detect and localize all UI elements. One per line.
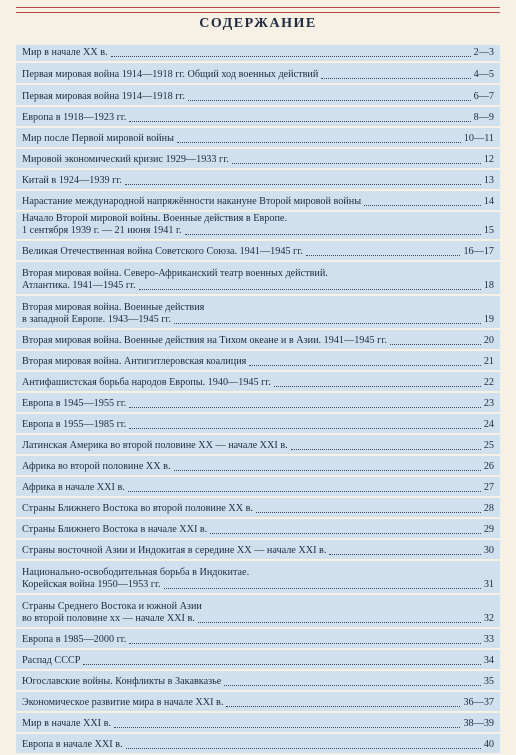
toc-entry-line [22, 225, 494, 237]
toc-entry-line [22, 175, 494, 187]
toc-entry-page: 14 [483, 196, 494, 207]
toc-entry-page: 27 [483, 482, 494, 493]
toc-entry-title: Антифашистская борьба народов Европы. 1940—1945 гг. [22, 377, 271, 388]
toc-entry[interactable] [16, 63, 500, 83]
toc-entry-title: Мир в начале XX в. [22, 47, 108, 58]
dot-leader [390, 344, 481, 345]
toc-entry-title: Европа в начале XXI в. [22, 739, 123, 750]
toc-entry-line [22, 280, 494, 292]
toc-entry[interactable] [16, 149, 500, 168]
toc-entry-title: Китай в 1924—1939 гг. [22, 175, 122, 186]
toc-entry-page: 21 [483, 356, 494, 367]
toc-entry-title: Африка во второй половине XX в. [22, 461, 171, 472]
toc-entry-line [22, 91, 494, 103]
toc-entry-title: во второй половине xx — начале XXI в. [22, 613, 195, 624]
toc-entry-page: 24 [483, 419, 494, 430]
toc-entry-title: Первая мировая война 1914—1918 гг. Общий ход военных действий [22, 69, 319, 80]
toc-entry-title: Европа в 1985—2000 гг. [22, 634, 127, 645]
toc-entry-title: Югославские войны. Конфликты в Закавказье [22, 676, 222, 687]
toc-entry-title: Атлантика. 1941—1945 гг. [22, 280, 136, 291]
toc-entry[interactable] [16, 128, 500, 147]
toc-entry-title: Вторая мировая война. Военные действия на Тихом океане и в Азии. 1941—1945 гг. [22, 335, 387, 346]
toc-entry-title: Мир после Первой мировой войны [22, 133, 174, 144]
toc-entry-title-line1: Начало Второй мировой войны. Военные действия в Европе. [22, 213, 287, 224]
toc-entry-line [22, 461, 494, 473]
dot-leader [126, 748, 481, 749]
toc-entry-title: Экономическое развитие мира в начале XXI в. [22, 697, 224, 708]
toc-entry-line [22, 503, 494, 515]
toc-entry-title: Корейская война 1950—1953 гг. [22, 579, 161, 590]
toc-entry-line [22, 335, 494, 347]
dot-leader [125, 184, 481, 185]
dot-leader [224, 685, 481, 686]
toc-entry-title: Мировой экономический кризис 1929—1933 гг. [22, 154, 229, 165]
toc-entry-page: 30 [483, 545, 494, 556]
toc-entry-title: Вторая мировая война. Антигитлеровская коалиция [22, 356, 247, 367]
toc-entry-title: Европа в 1918—1923 гг. [22, 112, 127, 123]
toc-entry-line [22, 398, 494, 410]
toc-entry-page: 26 [483, 461, 494, 472]
toc-entry-page: 40 [483, 739, 494, 750]
toc-entry-page: 13 [483, 175, 494, 186]
toc-entry-title-line1: Страны Среднего Востока и южной Азии [22, 601, 202, 612]
toc-entry[interactable] [16, 456, 500, 475]
toc-entry-title-line1: Национально-освободительная борьба в Индокитае. [22, 567, 250, 578]
toc-entry[interactable] [16, 498, 500, 517]
toc-entry-page: 4—5 [473, 69, 494, 80]
toc-entry[interactable] [16, 650, 500, 669]
toc-entry[interactable] [16, 477, 500, 496]
dot-leader [364, 205, 481, 206]
dot-leader [210, 533, 481, 534]
dot-leader [321, 78, 470, 79]
toc-entry-page: 16—17 [463, 246, 494, 257]
toc-entry-line [22, 419, 494, 431]
toc-entry-title: Европа в 1945—1955 гг. [22, 398, 127, 409]
toc-entry-page: 35 [483, 676, 494, 687]
toc-entry-title-line1: Вторая мировая война. Северо-Африканский театр военных действий. [22, 268, 328, 279]
dot-leader [249, 365, 480, 366]
toc-entry[interactable] [16, 713, 500, 732]
dot-leader [188, 100, 471, 101]
toc-entry-line [22, 356, 494, 368]
table-of-contents [16, 45, 500, 755]
toc-entry-line [22, 613, 494, 625]
toc-entry[interactable] [16, 414, 500, 433]
toc-entry-page: 32 [483, 613, 494, 624]
toc-entry-title: Страны Ближнего Востока во второй половине XX в. [22, 503, 253, 514]
toc-entry-line [22, 69, 494, 81]
toc-entry[interactable] [16, 191, 500, 210]
toc-entry[interactable] [16, 734, 500, 753]
toc-entry-title: Великая Отечественная война Советского Союза. 1941—1945 гг. [22, 246, 303, 257]
toc-entry-title: Мир в начале XXI в. [22, 718, 111, 729]
toc-entry-page: 18 [483, 280, 494, 291]
dot-leader [174, 470, 481, 471]
toc-entry-title: Страны восточной Азии и Индокитая в середине XX — начале XXI в. [22, 545, 327, 556]
toc-entry-line [22, 196, 494, 208]
dot-leader [129, 428, 480, 429]
toc-entry[interactable] [16, 595, 500, 627]
toc-entry-line [22, 655, 494, 667]
dot-leader [174, 323, 481, 324]
toc-entry-line [22, 634, 494, 646]
dot-leader [114, 727, 460, 728]
dot-leader [226, 706, 460, 707]
toc-entry-page: 31 [483, 579, 494, 590]
toc-entry-line [22, 482, 494, 494]
toc-entry-line [22, 154, 494, 166]
toc-entry-page: 38—39 [463, 718, 494, 729]
dot-leader [139, 289, 481, 290]
toc-entry[interactable] [16, 212, 500, 239]
toc-entry-page: 34 [483, 655, 494, 666]
toc-entry-page: 10—11 [463, 133, 494, 144]
toc-entry[interactable] [16, 372, 500, 391]
dot-leader [111, 56, 471, 57]
toc-entry-page: 36—37 [463, 697, 494, 708]
toc-entry-page: 20 [483, 335, 494, 346]
toc-entry-page: 6—7 [473, 91, 494, 102]
toc-entry[interactable] [16, 519, 500, 538]
toc-entry-title: 1 сентября 1939 г. — 21 июня 1941 г. [22, 225, 182, 236]
toc-entry-line [22, 112, 494, 124]
dot-leader [129, 643, 480, 644]
page-title: СОДЕРЖАНИЕ [199, 16, 317, 31]
toc-entry-page: 19 [483, 314, 494, 325]
toc-entry-page: 22 [483, 377, 494, 388]
toc-entry[interactable] [16, 671, 500, 690]
toc-entry[interactable] [16, 561, 500, 593]
toc-entry[interactable] [16, 241, 500, 260]
toc-entry-page: 33 [483, 634, 494, 645]
toc-entry[interactable] [16, 85, 500, 105]
toc-entry-line [22, 718, 494, 730]
dot-leader [232, 163, 481, 164]
dot-leader [198, 622, 481, 623]
dot-leader [83, 664, 480, 665]
toc-entry-line [22, 524, 494, 536]
toc-entry[interactable] [16, 629, 500, 648]
toc-entry-page: 29 [483, 524, 494, 535]
dot-leader [274, 386, 481, 387]
toc-entry[interactable] [16, 393, 500, 412]
toc-entry-title: Латинская Америка во второй половине XX — начале XXI в. [22, 440, 288, 451]
dot-leader [128, 491, 481, 492]
toc-entry[interactable] [16, 692, 500, 711]
toc-entry[interactable] [16, 330, 500, 349]
dot-leader [306, 255, 461, 256]
toc-entry-line [22, 314, 494, 326]
dot-leader [164, 588, 481, 589]
dot-leader [185, 234, 481, 235]
toc-entry-page: 8—9 [473, 112, 494, 123]
toc-entry-line [22, 739, 494, 751]
toc-entry[interactable] [16, 435, 500, 454]
toc-entry[interactable] [16, 540, 500, 559]
toc-entry-title: Европа в 1955—1985 гг. [22, 419, 127, 430]
dot-leader [129, 407, 480, 408]
dot-leader [256, 512, 481, 513]
toc-entry-line [22, 545, 494, 557]
toc-entry-page: 15 [483, 225, 494, 236]
toc-entry[interactable] [16, 296, 500, 328]
toc-entry[interactable] [16, 351, 500, 370]
toc-entry-line [22, 676, 494, 688]
toc-entry-title: Страны Ближнего Востока в начале XXI в. [22, 524, 208, 535]
dot-leader [329, 554, 480, 555]
toc-entry-page: 25 [483, 440, 494, 451]
toc-entry-page: 12 [483, 154, 494, 165]
toc-entry-title: в западной Европе. 1943—1945 гг. [22, 314, 171, 325]
dot-leader [291, 449, 481, 450]
toc-entry-line [22, 246, 494, 258]
toc-entry-title: Первая мировая война 1914—1918 гг. [22, 91, 185, 102]
toc-entry-line [22, 697, 494, 709]
top-decorative-rule [16, 7, 500, 13]
toc-entry[interactable] [16, 45, 500, 61]
toc-entry-title: Нарастание международной напряжённости накануне Второй мировой войны [22, 196, 362, 207]
toc-entry-page: 2—3 [473, 47, 494, 58]
toc-entry-title-line1: Вторая мировая война. Военные действия [22, 302, 205, 313]
toc-entry-page: 23 [483, 398, 494, 409]
toc-entry-line [22, 377, 494, 389]
toc-entry[interactable] [16, 107, 500, 126]
toc-entry[interactable] [16, 262, 500, 294]
toc-entry-line [22, 579, 494, 591]
toc-entry-title: Распад СССР [22, 655, 81, 666]
toc-entry[interactable] [16, 170, 500, 189]
toc-entry-line [22, 47, 494, 59]
toc-entry-line [22, 440, 494, 452]
toc-entry-line [22, 133, 494, 145]
toc-entry-page: 28 [483, 503, 494, 514]
dot-leader [129, 121, 470, 122]
toc-entry-title: Африка в начале XXI в. [22, 482, 125, 493]
dot-leader [177, 142, 461, 143]
